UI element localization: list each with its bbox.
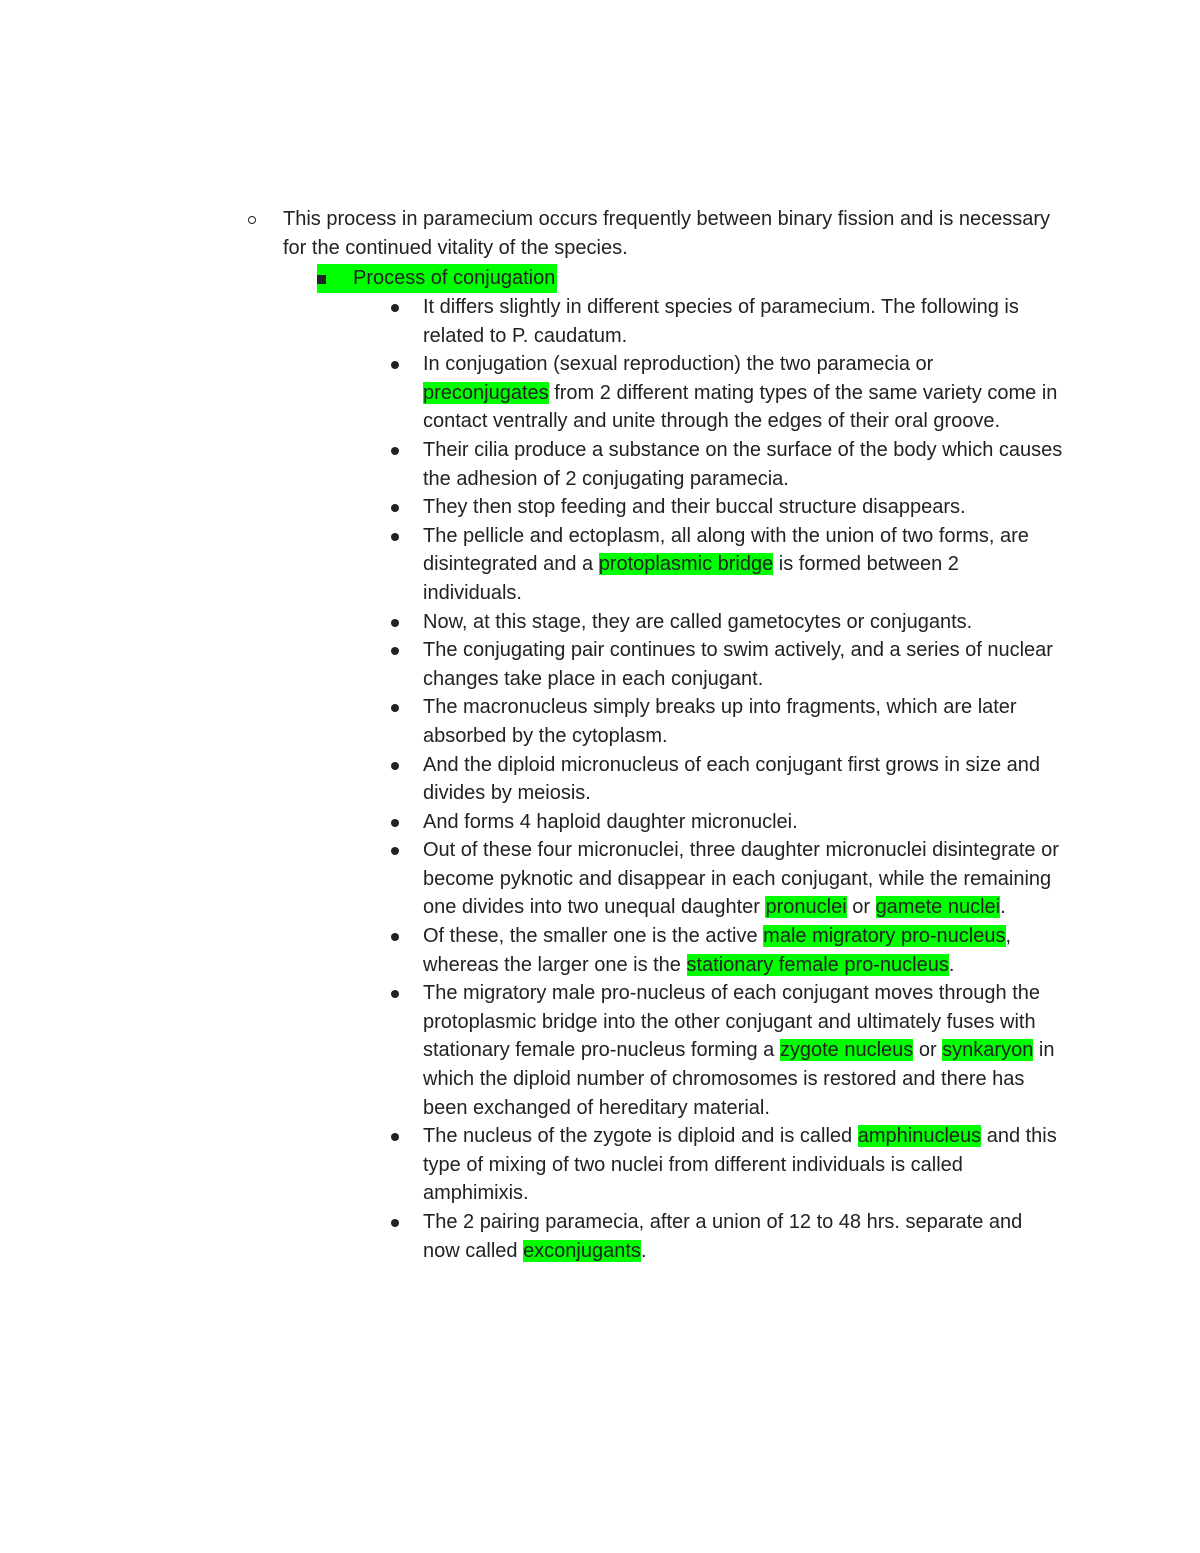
hollow-circle-bullet-icon [248, 216, 256, 224]
filled-circle-bullet-icon [391, 447, 399, 455]
list-item-text [423, 608, 1063, 637]
list-item [388, 1208, 1068, 1265]
list-item-text [423, 436, 1063, 493]
filled-circle-bullet-icon [391, 1219, 399, 1227]
highlighted-term: male migratory pro-nucleus [763, 925, 1006, 948]
filled-circle-bullet-icon [391, 1133, 399, 1141]
outline-item-level2 [317, 264, 557, 293]
list-item-text [423, 836, 1063, 922]
list-item-text [423, 493, 1063, 522]
text-run: Now, at this stage, they are called gametocytes or conjugants. [423, 610, 973, 633]
filled-circle-bullet-icon [391, 504, 399, 512]
text-run: The nucleus of the zygote is diploid and is called [423, 1125, 858, 1148]
list-item [388, 608, 1068, 637]
text-run: or [913, 1039, 943, 1062]
list-item-text [423, 808, 1063, 837]
list-item [388, 751, 1068, 808]
level1-text: This process in paramecium occurs frequently between binary fission and is necessary for the continued vitality of the species. [283, 208, 1051, 259]
filled-circle-bullet-icon [391, 304, 399, 312]
text-run: . [948, 953, 955, 976]
text-run: And the diploid micronucleus of each conjugant first grows in size and divides by meiosis. [423, 753, 1041, 805]
conjugation-steps-list [388, 293, 1068, 1265]
highlighted-term: pronuclei [765, 896, 847, 919]
list-item-text [423, 293, 1063, 350]
list-item [388, 693, 1068, 750]
highlighted-term: preconjugates [423, 381, 549, 404]
text-run: in which the diploid number of chromosomes is restored and there has been exchanged of hereditary material. [423, 1039, 1055, 1119]
text-run: The migratory male pro-nucleus of each conjugant moves through the protoplasmic bridge into the other conjugant and ultimately fuses with stationary female pro-nucleus forming a [423, 982, 1041, 1062]
square-bullet-icon [317, 275, 326, 284]
section-heading-text: Process of conjugation [353, 267, 556, 289]
list-item-text [423, 979, 1063, 1122]
list-item [388, 979, 1068, 1122]
highlighted-term: stationary female pro-nucleus [686, 953, 949, 976]
text-run: The 2 pairing paramecia, after a union of 12 to 48 hrs. separate and now called [423, 1211, 1023, 1262]
filled-circle-bullet-icon [391, 990, 399, 998]
list-item [388, 350, 1068, 436]
highlighted-term: gamete nuclei [875, 896, 1001, 919]
text-run: from 2 different mating types of the same variety come in contact ventrally and unite through the edges of their oral groove. [423, 381, 1058, 433]
text-run: Their cilia produce a substance on the surface of the body which causes the adhesion of 2 conjugating paramecia. [423, 438, 1063, 490]
highlighted-term: zygote nucleus [779, 1039, 914, 1062]
text-run: The conjugating pair continues to swim actively, and a series of nuclear changes take place in each conjugant. [423, 639, 1053, 690]
list-item-text [423, 922, 1063, 979]
list-item-text [423, 636, 1063, 693]
list-item-text [423, 751, 1063, 808]
filled-circle-bullet-icon [391, 533, 399, 541]
text-run: or [846, 896, 876, 919]
text-run: is formed between 2 individuals. [423, 553, 959, 604]
text-run: . [1000, 896, 1006, 919]
list-item [388, 436, 1068, 493]
list-item-text [423, 522, 1063, 608]
text-run: Of these, the smaller one is the active [423, 925, 764, 948]
list-item [388, 522, 1068, 608]
highlighted-term: amphinucleus [857, 1125, 982, 1148]
list-item [388, 293, 1068, 350]
list-item [388, 836, 1068, 922]
list-item [388, 808, 1068, 837]
text-run: They then stop feeding and their buccal structure disappears. [423, 496, 966, 519]
filled-circle-bullet-icon [391, 647, 399, 655]
section-heading-highlighted [317, 264, 557, 293]
filled-circle-bullet-icon [391, 704, 399, 712]
outline-item-level1 [248, 205, 1051, 263]
highlighted-term: exconjugants [523, 1239, 641, 1262]
text-run: The macronucleus simply breaks up into fragments, which are later absorbed by the cytoplasm. [423, 696, 1017, 747]
list-item [388, 922, 1068, 979]
text-run: Out of these four micronuclei, three daughter micronuclei disintegrate or become pyknotic and disappear in each conjugant, while the remaining one divides into two unequal daughter [423, 839, 1059, 919]
text-run: . [640, 1239, 647, 1262]
list-item [388, 636, 1068, 693]
filled-circle-bullet-icon [391, 361, 399, 369]
list-item-text [423, 1208, 1063, 1265]
list-item [388, 1122, 1068, 1208]
filled-circle-bullet-icon [391, 933, 399, 941]
list-item [388, 493, 1068, 522]
filled-circle-bullet-icon [391, 819, 399, 827]
text-run: and this type of mixing of two nuclei from different individuals is called amphimixis. [423, 1125, 1057, 1205]
list-item-text [423, 1122, 1063, 1208]
highlighted-term: synkaryon [942, 1039, 1034, 1062]
text-run: It differs slightly in different species of paramecium. The following is related to P. caudatum. [423, 296, 1019, 347]
filled-circle-bullet-icon [391, 847, 399, 855]
filled-circle-bullet-icon [391, 619, 399, 627]
text-run: And forms 4 haploid daughter micronuclei. [423, 810, 798, 833]
list-item-text [423, 350, 1063, 436]
text-run: The pellicle and ectoplasm, all along with the union of two forms, are disintegrated and a [423, 524, 1029, 576]
filled-circle-bullet-icon [391, 762, 399, 770]
text-run: , whereas the larger one is the [423, 925, 1012, 976]
highlighted-term: protoplasmic bridge [598, 553, 774, 576]
text-run: In conjugation (sexual reproduction) the two paramecia or [423, 353, 934, 376]
list-item-text [423, 693, 1063, 750]
